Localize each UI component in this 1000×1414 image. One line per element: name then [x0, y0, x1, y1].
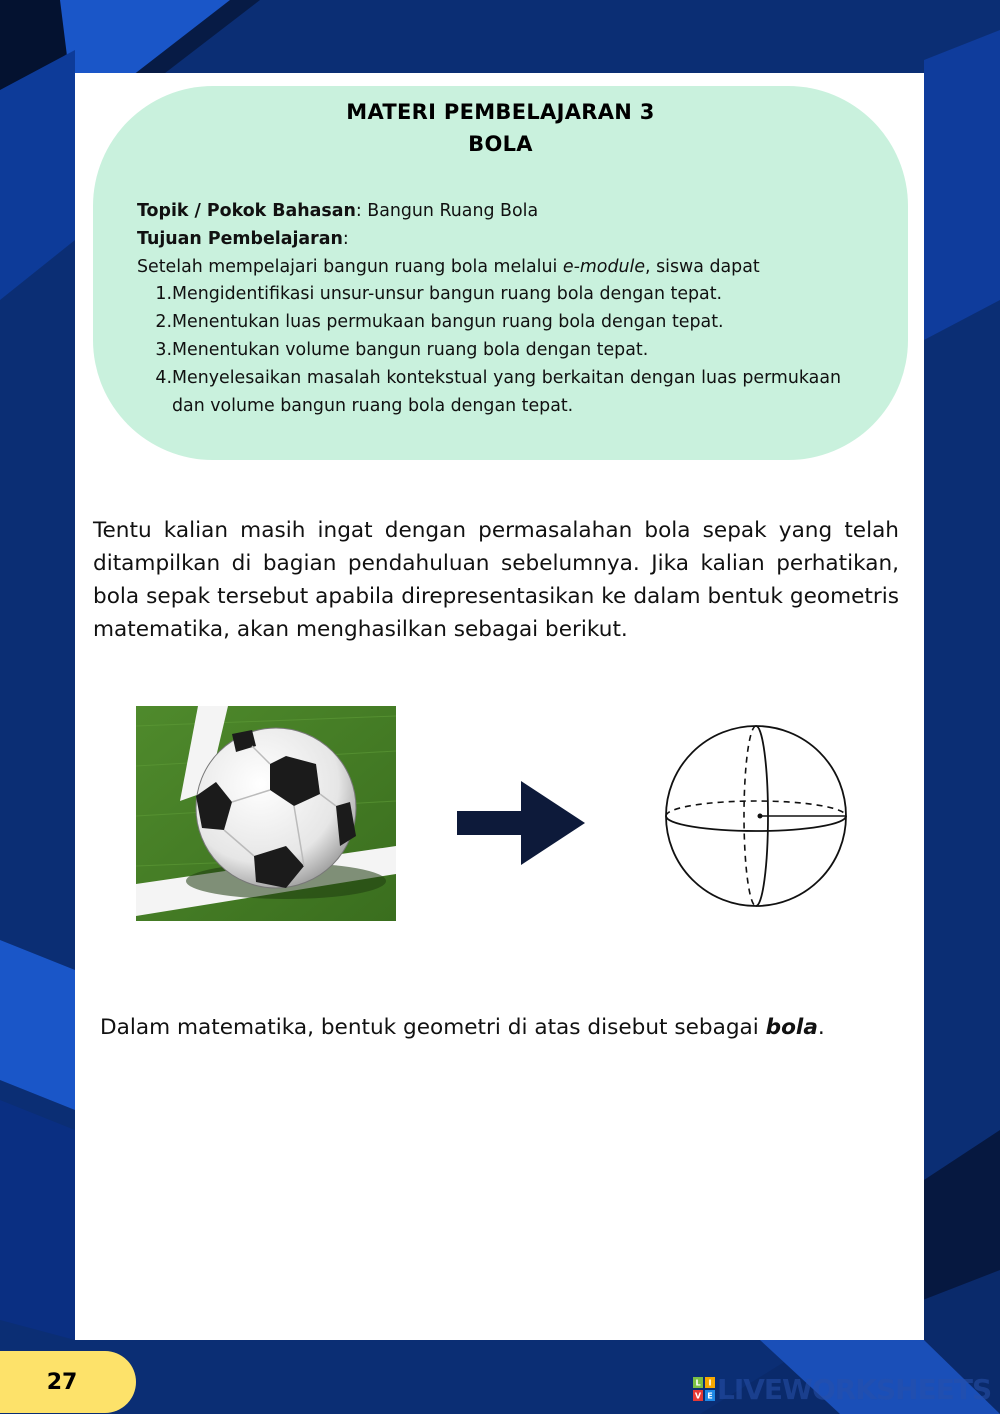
- sphere-diagram: [661, 721, 851, 911]
- goal-text: Menentukan volume bangun ruang bola dengan tepat.: [172, 339, 649, 360]
- goal-number: 4.: [155, 367, 172, 388]
- conclusion-before: Dalam matematika, bentuk geometri di atas disebut sebagai: [100, 1015, 766, 1040]
- liveworksheets-logo-icon: [693, 1377, 715, 1401]
- page-number: 27: [46, 1369, 78, 1395]
- list-item: [137, 281, 841, 309]
- goal-text: Mengidentifikasi unsur-unsur bangun ruang bola dengan tepat.: [172, 284, 723, 305]
- learning-objectives-box: [93, 86, 908, 460]
- list-item: [137, 365, 841, 421]
- logo-letter: L: [695, 1378, 701, 1388]
- list-item: [137, 309, 841, 337]
- goal-list: [137, 281, 841, 420]
- goal-intro: [137, 254, 841, 282]
- goal-heading-line: [137, 226, 841, 254]
- topic-label: Topik / Pokok Bahasan: [137, 201, 356, 221]
- material-title: MATERI PEMBELAJARAN 3: [346, 100, 655, 124]
- intro-paragraph: Tentu kalian masih ingat dengan permasalahan bola sepak yang telah ditampilkan di bagian pendahuluan sebelumnya. Jika kalian perhatikan, bola sepak tersebut apabila direpresentasikan ke dalam bentuk geometris matematika, akan menghasilkan sebagai berikut.: [93, 518, 899, 642]
- topic-line: [137, 198, 841, 226]
- material-subtitle: BOLA: [468, 132, 533, 156]
- arrow-right-icon: [457, 781, 585, 865]
- goal-number: 2.: [155, 312, 172, 333]
- goal-number: 3.: [155, 339, 172, 360]
- soccer-ball-photo: [136, 706, 396, 921]
- goal-intro-after: , siswa dapat: [645, 256, 760, 277]
- objectives-body: [137, 198, 841, 420]
- goal-number: 1.: [155, 284, 172, 305]
- watermark-text: LIVEWORKSHEETS: [717, 1372, 992, 1406]
- page-number-badge: [0, 1351, 136, 1413]
- goal-label: Tujuan Pembelajaran: [137, 228, 343, 249]
- logo-letter: E: [707, 1391, 713, 1401]
- logo-letter: I: [708, 1378, 712, 1388]
- list-item: [137, 337, 841, 365]
- liveworksheets-watermark: [693, 1374, 991, 1404]
- logo-letter: V: [694, 1391, 702, 1401]
- conclusion-emphasis: bola: [765, 1015, 818, 1040]
- goal-text: Menyelesaikan masalah kontekstual yang berkaitan dengan luas permukaan dan volume bangun ruang bola dengan tepat.: [172, 367, 841, 416]
- conclusion-after: .: [817, 1015, 825, 1040]
- conclusion-text: [100, 1011, 900, 1044]
- goal-intro-italic: e-module: [562, 256, 646, 277]
- goal-colon: :: [342, 228, 349, 249]
- goal-text: Menentukan luas permukaan bangun ruang bola dengan tepat.: [172, 312, 724, 333]
- topic-value: : Bangun Ruang Bola: [355, 201, 539, 221]
- goal-intro-before: Setelah mempelajari bangun ruang bola melalui: [137, 256, 563, 277]
- page-sheet: [75, 73, 924, 1340]
